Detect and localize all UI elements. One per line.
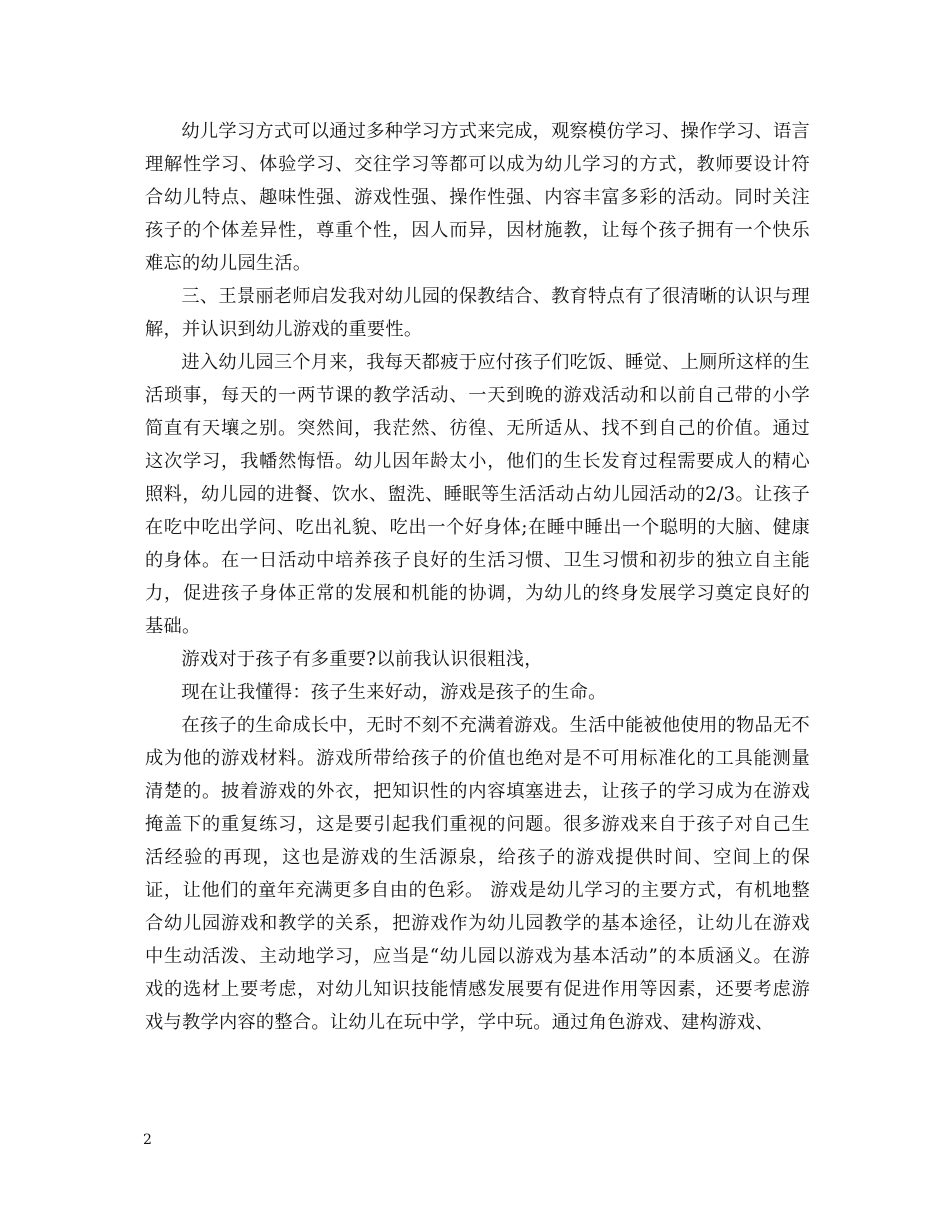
paragraph-game-importance-question: 游戏对于孩子有多重要?以前我认识很粗浅， bbox=[181, 649, 543, 670]
paragraph-kindergarten-life: 进入幼儿园三个月来，我每天都疲于应付孩子们吃饭、睡觉、上厕所这样的生活琐事，每天的一两节课的教学活动、一天到晚的游戏活动和以前自己带的小学简直有天壤之别。突然间，我茫然、彷徨、无所适从、找不到自己的价值。通过这次学习，我幡然悔悟。幼儿因年龄太小，他们的生长发育过程需要成人的精心照料，幼儿园的进餐、饮水、盥洗、睡眠等生活活动占幼儿园活动的2/3。让孩子在吃中吃出学问、吃出礼貌、吃出一个好身体;在睡中睡出一个聪明的大脑、健康的身体。在一日活动中培养孩子良好的生活习惯、卫生习惯和初步的独立自主能力，促进孩子身体正常的发展和机能的协调，为幼儿的终身发展学习奠定良好的基础。 bbox=[145, 352, 810, 637]
paragraph-learning-methods: 幼儿学习方式可以通过多种学习方式来完成，观察模仿学习、操作学习、语言理解性学习、体验学习、交往学习等都可以成为幼儿学习的方式，教师要设计符合幼儿特点、趣味性强、游戏性强、操作性强、内容丰富多彩的活动。同时关注孩子的个体差异性，尊重个性，因人而异，因材施教，让每个孩子拥有一个快乐难忘的幼儿园生活。 bbox=[145, 121, 810, 274]
paragraph-teacher-inspiration: 三、王景丽老师启发我对幼儿园的保教结合、教育特点有了很清晰的认识与理解，并认识到幼儿游戏的重要性。 bbox=[145, 286, 810, 340]
paragraph-game-understanding: 现在让我懂得：孩子生来好动，游戏是孩子的生命。 bbox=[181, 682, 607, 703]
page-number: 2 bbox=[143, 1132, 152, 1148]
paragraph-game-growth: 在孩子的生命成长中，无时不刻不充满着游戏。生活中能被他使用的物品无不成为他的游戏材料。游戏所带给孩子的价值也绝对是不可用标准化的工具能测量清楚的。披着游戏的外衣，把知识性的内容填塞进去，让孩子的学习成为在游戏掩盖下的重复练习，这是要引起我们重视的问题。很多游戏来自于孩子对自己生活经验的再现，这也是游戏的生活源泉，给孩子的游戏提供时间、空间上的保证，让他们的童年充满更多自由的色彩。 游戏是幼儿学习的主要方式，有机地整合幼儿园游戏和教学的关系，把游戏作为幼儿园教学的基本途径，让幼儿在游戏中生动活泼、主动地学习，应当是“幼儿园以游戏为基本活动”的本质涵义。在游戏的选材上要考虑，对幼儿知识技能情感发展要有促进作用等因素，还要考虑游戏与教学内容的整合。让幼儿在玩中学，学中玩。通过角色游戏、建构游戏、 bbox=[145, 715, 810, 1033]
document-body bbox=[145, 115, 810, 1039]
